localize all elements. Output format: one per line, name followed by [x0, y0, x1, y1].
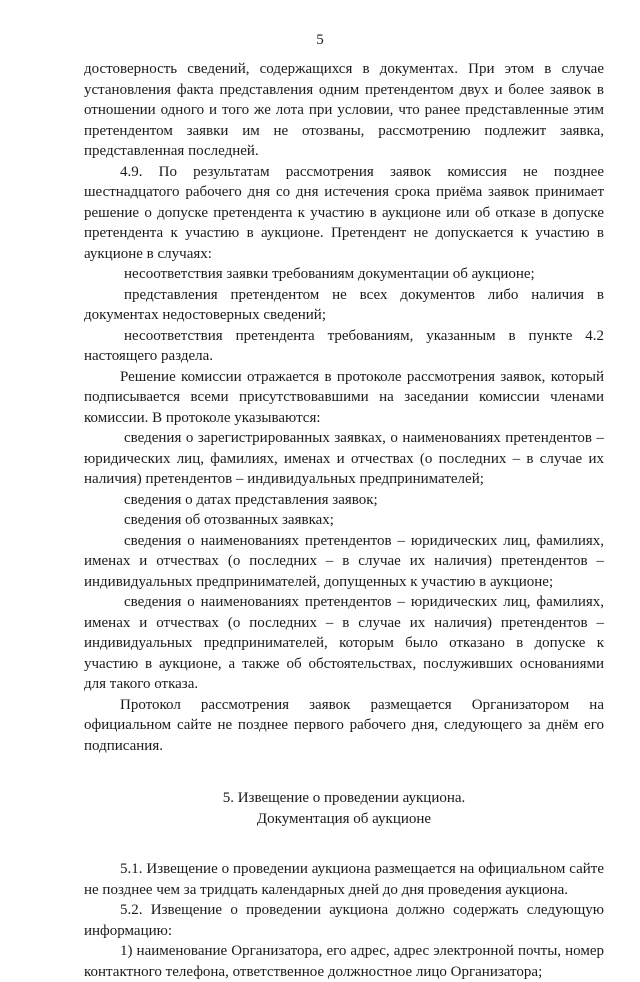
list-item: несоответствия заявки требованиям документации об аукционе;	[124, 266, 535, 282]
section-title-line-2: Документация об аукционе	[256, 810, 432, 827]
list-item: несоответствия претендента требованиям, указанным в пункте 4.2 настоящего раздела.	[84, 327, 604, 364]
list-item: 1) наименование Организатора, его адрес, адрес электронной почты, номер контактного телефона, ответственное должностное лицо Организатора;	[84, 943, 604, 980]
paragraph-4-9: 4.9. По результатам рассмотрения заявок комиссия не позднее шестнадцатого рабочего дня со дня истечения срока приёма заявок принимает решение о допуске претендента к участию в аукционе или об отказе в допуске претендента к участию в аукционе. Претендент не допускается к участию в аукционе в случаях:	[84, 163, 604, 262]
list-item: сведения об отозванных заявках;	[124, 512, 334, 528]
paragraph-5-1: 5.1. Извещение о проведении аукциона размещается на официальном сайте не позднее чем за тридцать календарных дней до дня проведения аукциона.	[84, 861, 604, 898]
paragraph: достоверность сведений, содержащихся в документах. При этом в случае установления факта представления одним претендентом двух и более заявок в отношении одного и того же лота при условии, что ранее представленные этим претендентом заявки им не отозваны, рассмотрению подлежит заявка, представленная последней.	[84, 61, 604, 159]
section-title-line-1: 5. Извещение о проведении аукциона.	[222, 790, 466, 806]
list-item: представления претендентом не всех документов либо наличия в документах недостоверных сведений;	[84, 286, 604, 323]
paragraph-5-2: 5.2. Извещение о проведении аукциона должно содержать следующую информацию:	[84, 902, 604, 939]
paragraph: Решение комиссии отражается в протоколе рассмотрения заявок, который подписывается всеми присутствовавшими на заседании комиссии членами комиссии. В протоколе указываются:	[84, 368, 604, 426]
list-item: сведения о наименованиях претендентов – юридических лиц, фамилиях, именах и отчествах (о последних – в случае их наличия) претендентов – индивидуальных предпринимателей, допущенных к участию в аукционе;	[84, 532, 604, 590]
paragraph: Протокол рассмотрения заявок размещается Организатором на официальном сайте не позднее первого рабочего дня, следующего за днём его подписания.	[84, 696, 604, 754]
list-item: сведения о датах представления заявок;	[124, 491, 378, 508]
list-item: сведения о зарегистрированных заявках, о наименованиях претендентов – юридических лиц, фамилиях, именах и отчествах (о последних – в случае их наличия) претендентов – индивидуальных предпринимателей;	[84, 430, 604, 487]
section-title	[84, 788, 604, 829]
list-item: сведения о наименованиях претендентов – юридических лиц, фамилиях, именах и отчествах (о последних – в случае их наличия) претендентов – индивидуальных предпринимателей, которым было отказано в допуске к участию в аукционе, а также об обстоятельствах, послуживших основаниями для такого отказа.	[84, 594, 604, 692]
document-body	[84, 59, 604, 982]
page-number: 5	[316, 32, 324, 48]
